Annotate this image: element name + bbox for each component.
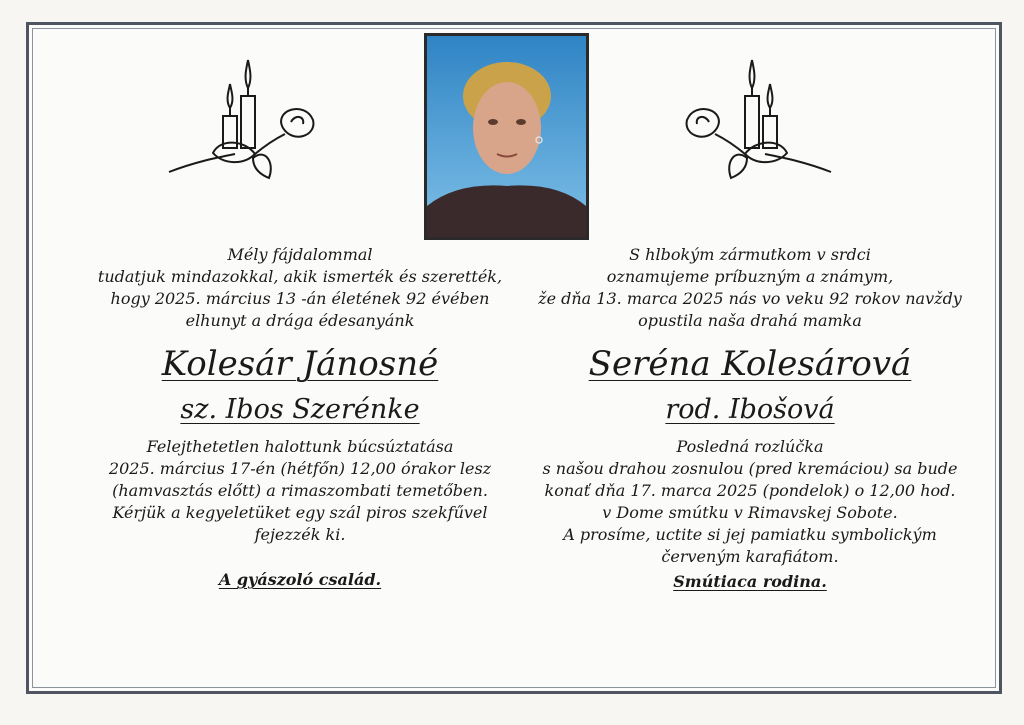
funeral-line: A prosíme, uctite si jej pamiatku symbolickým [563,525,937,544]
funeral-line: (hamvasztás előtt) a rimaszombati temetőben. [112,481,488,500]
intro-line: že dňa 13. marca 2025 nás vo veku 92 rokov navždy [538,289,962,308]
funeral-line: červeným karafiátom. [661,547,839,566]
funeral-line: 2025. március 17-én (hétfőn) 12,00 órakor lesz [108,459,492,478]
intro-line: opustila naša drahá mamka [638,311,862,330]
portrait-photo-icon [427,36,586,237]
funeral-line: Felejthetetlen halottunk búcsúztatása [146,437,454,456]
funeral-line: v Dome smútku v Rimavskej Sobote. [602,503,898,522]
funeral-line: konať dňa 17. marca 2025 (pondelok) o 12,00 hod. [544,481,956,500]
funeral-line: Posledná rozlúčka [676,437,824,456]
deceased-name: Seréna Kolesárová [588,344,912,384]
intro-line: Mély fájdalommal [227,245,373,264]
hungarian-notice [60,244,540,589]
funeral-line: fejezzék ki. [254,525,346,544]
maiden-name: rod. Ibošová [665,394,835,425]
deceased-name: Kolesár Jánosné [161,344,439,384]
funeral-line: s našou drahou zosnulou (pred kremáciou) sa bude [542,459,958,478]
candles-rose-icon [165,58,325,183]
intro-line: S hlbokým zármutkom v srdci [629,245,871,264]
candles-rose-icon [675,58,835,183]
family-signature: Smútiaca rodina. [673,572,827,591]
funeral-line: Kérjük a kegyeletüket egy szál piros szekfűvel [112,503,488,522]
family-signature: A gyászoló család. [218,570,382,589]
maiden-name: sz. Ibos Szerénke [180,394,420,425]
portrait-photo [424,33,589,240]
intro-line: hogy 2025. március 13 -án életének 92 évében [110,289,490,308]
intro-line: oznamujeme príbuzným a známym, [606,267,894,286]
intro-line: elhunyt a drága édesanyánk [185,311,415,330]
slovak-notice [520,244,980,591]
intro-line: tudatjuk mindazokkal, akik ismerték és szerették, [97,267,503,286]
